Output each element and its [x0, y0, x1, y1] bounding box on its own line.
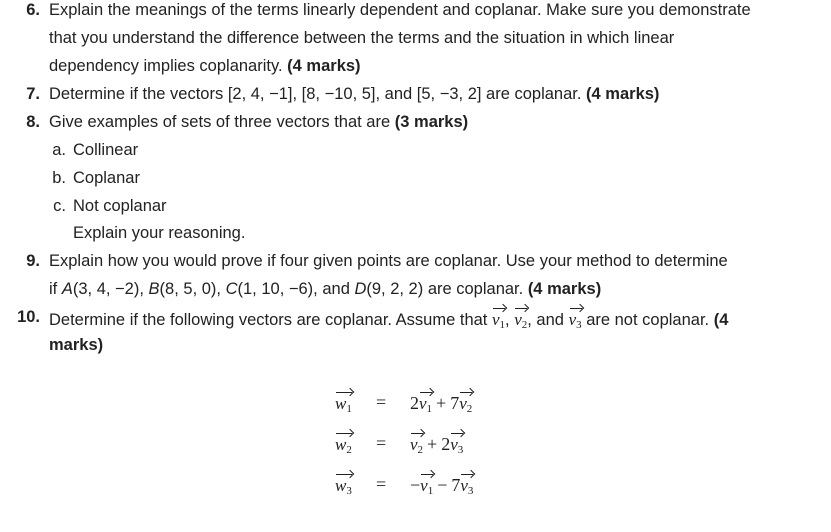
sub-item-letter: b. [52, 169, 66, 187]
vector-v3: $v_3$ [568, 310, 582, 331]
marks-label: (4 [713, 311, 729, 329]
vector-w1: $w_1$ [335, 394, 352, 415]
question-text-line: that you understand the difference between the terms and the situation in which linear [49, 29, 675, 47]
question-number: 7. [26, 85, 40, 103]
vector-w2: $w_2$ [335, 435, 352, 456]
equation-row [0, 392, 831, 426]
question-number: 9. [26, 252, 40, 270]
point-label: C [225, 280, 238, 298]
equals-sign: = [376, 433, 387, 453]
marks-label: (4 marks) [527, 280, 602, 298]
vector-w3: $w_3$ [335, 476, 352, 497]
question-number: 6. [26, 1, 40, 19]
question-number: 8. [26, 113, 40, 131]
marks-label: (3 marks) [394, 113, 469, 131]
equals-sign: = [376, 474, 387, 494]
question-text-line: if A(3, 4, −2), B(8, 5, 0), C(1, 10, −6), and D(9, 2, 2) are coplanar. (4 marks) [49, 280, 602, 298]
sub-item-text: Not coplanar [73, 197, 167, 215]
question-text-line: dependency implies coplanarity. (4 marks) [49, 57, 361, 75]
question-text-line [49, 336, 103, 355]
vector-v1: $v_1$ [491, 310, 506, 331]
sub-item-letter: c. [53, 197, 66, 215]
question-text-line: Determine if the following vectors are coplanar. Assume that $v_1$, $v_2$, and $v_3$ are not coplanar. (4 [49, 310, 729, 331]
sub-item-letter: a. [52, 141, 66, 159]
equation-row [0, 433, 831, 467]
point-label: A [61, 280, 73, 298]
equation-rhs: $-v_1 - 7v_3$ [410, 475, 474, 497]
point-label: D [354, 280, 367, 298]
marks-label: (4 marks) [287, 57, 361, 75]
equation-rhs: $2v_1 + 7v_2$ [410, 393, 473, 415]
question-number: 10. [17, 308, 40, 326]
reasoning-instruction: Explain your reasoning. [73, 224, 246, 242]
question-text-line: Explain the meanings of the terms linearly dependent and coplanar. Make sure you demonstrate [49, 1, 751, 19]
equation-rhs: $v_2 + 2v_3$ [410, 434, 464, 456]
question-text-line: Give examples of sets of three vectors that are (3 marks) [49, 113, 469, 131]
equals-sign: = [376, 392, 387, 412]
question-text-line: Determine if the vectors [2, 4, −1], [8, −10, 5], and [5, −3, 2] are coplanar. (4 marks) [49, 85, 660, 103]
question-text-line: Explain how you would prove if four given points are coplanar. Use your method to determine [49, 252, 728, 270]
equation-row [0, 474, 831, 508]
sub-item-text: Collinear [73, 141, 139, 159]
marks-label: marks) [49, 336, 104, 354]
sub-item-text: Coplanar [73, 169, 140, 187]
point-label: B [148, 280, 160, 298]
marks-label: (4 marks) [586, 85, 660, 103]
vector-v2: $v_2$ [514, 310, 528, 331]
